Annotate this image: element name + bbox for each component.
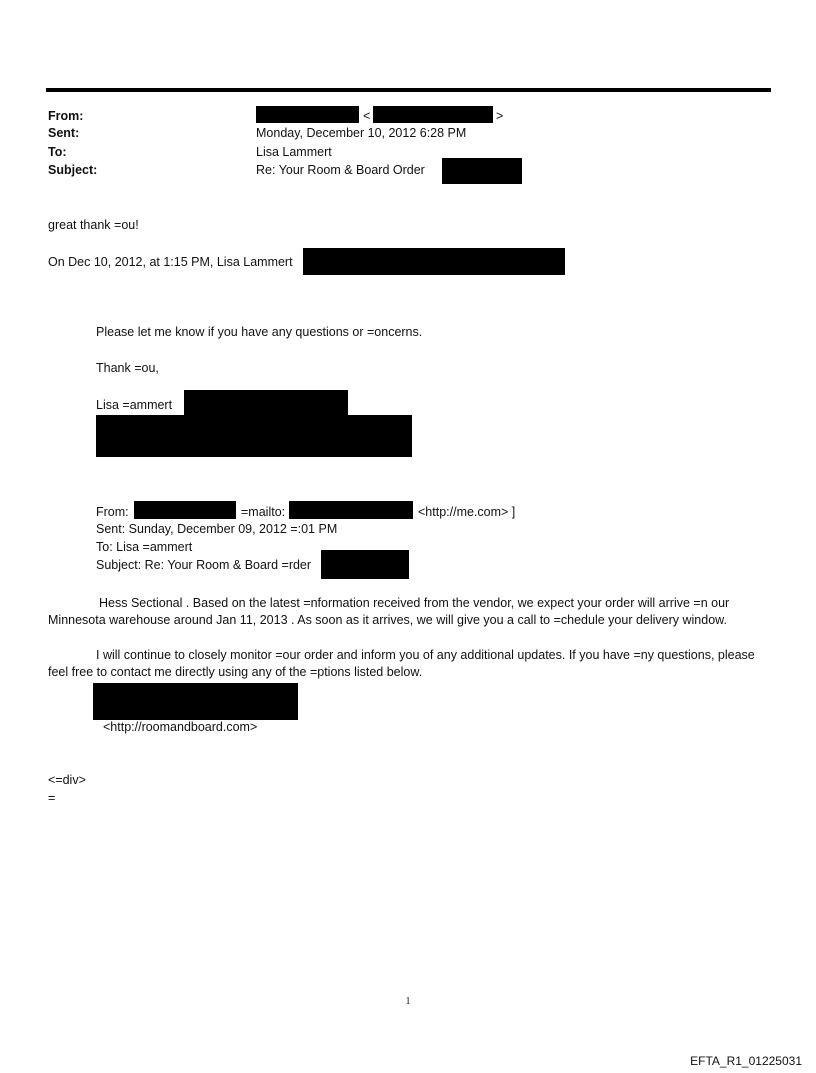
- redaction-box: [184, 390, 348, 416]
- to-label: To:: [48, 145, 67, 159]
- body-paragraph-updates: I will continue to closely monitor =our order and inform you of any additional updates. If you have =ny questions, please feel free to contact me directly using any of the =ptions listed below.: [48, 648, 755, 679]
- quote-to: To: Lisa =ammert: [96, 540, 193, 554]
- subject-label: Subject:: [48, 163, 98, 177]
- redaction-box: [303, 248, 565, 275]
- redaction-box: [442, 158, 522, 184]
- roomandboard-link: <http://roomandboard.com>: [103, 720, 258, 734]
- document-id: EFTA_R1_01225031: [690, 1054, 802, 1068]
- header-rule: [46, 88, 771, 92]
- quote-thanks: Thank =ou,: [96, 361, 159, 375]
- redaction-box: [134, 501, 236, 519]
- from-gt: >: [496, 109, 504, 123]
- redaction-box: [321, 550, 409, 579]
- redaction-box: [289, 501, 413, 519]
- quote-from-label: From:: [96, 505, 129, 519]
- equals-text: =: [48, 791, 56, 805]
- quote-concerns: Please let me know if you have any questions or =oncerns.: [96, 325, 423, 339]
- body-line-quote-intro: On Dec 10, 2012, at 1:15 PM, Lisa Lammert: [48, 255, 293, 269]
- from-label: From:: [48, 109, 84, 123]
- from-lt: <: [363, 109, 371, 123]
- sent-value: Monday, December 10, 2012 6:28 PM: [256, 126, 467, 140]
- redaction-box: [256, 106, 359, 123]
- subject-value: Re: Your Room & Board Order: [256, 163, 425, 177]
- quote-mailto: =mailto:: [241, 505, 286, 519]
- body-paragraph-arrival: Hess Sectional . Based on the latest =nformation received from the vendor, we expect your order will arrive =n our Minnesota warehouse around Jan 11, 2013 . As soon as it arrives, we will give you a call to =chedule your delivery window.: [48, 596, 730, 627]
- div-tag-text: <=div>: [48, 773, 86, 787]
- sent-label: Sent:: [48, 126, 80, 140]
- redaction-box: [373, 106, 493, 123]
- to-value: Lisa Lammert: [256, 145, 332, 159]
- quote-signature: Lisa =ammert: [96, 398, 173, 412]
- quote-sent: Sent: Sunday, December 09, 2012 =:01 PM: [96, 522, 338, 536]
- redaction-box: [96, 415, 412, 457]
- quote-subject: Subject: Re: Your Room & Board =rder: [96, 558, 312, 572]
- page-number: 1: [405, 996, 411, 1007]
- redaction-box: [93, 683, 298, 720]
- body-line-thanks: great thank =ou!: [48, 218, 139, 232]
- quote-link: <http://me.com> ]: [418, 505, 516, 519]
